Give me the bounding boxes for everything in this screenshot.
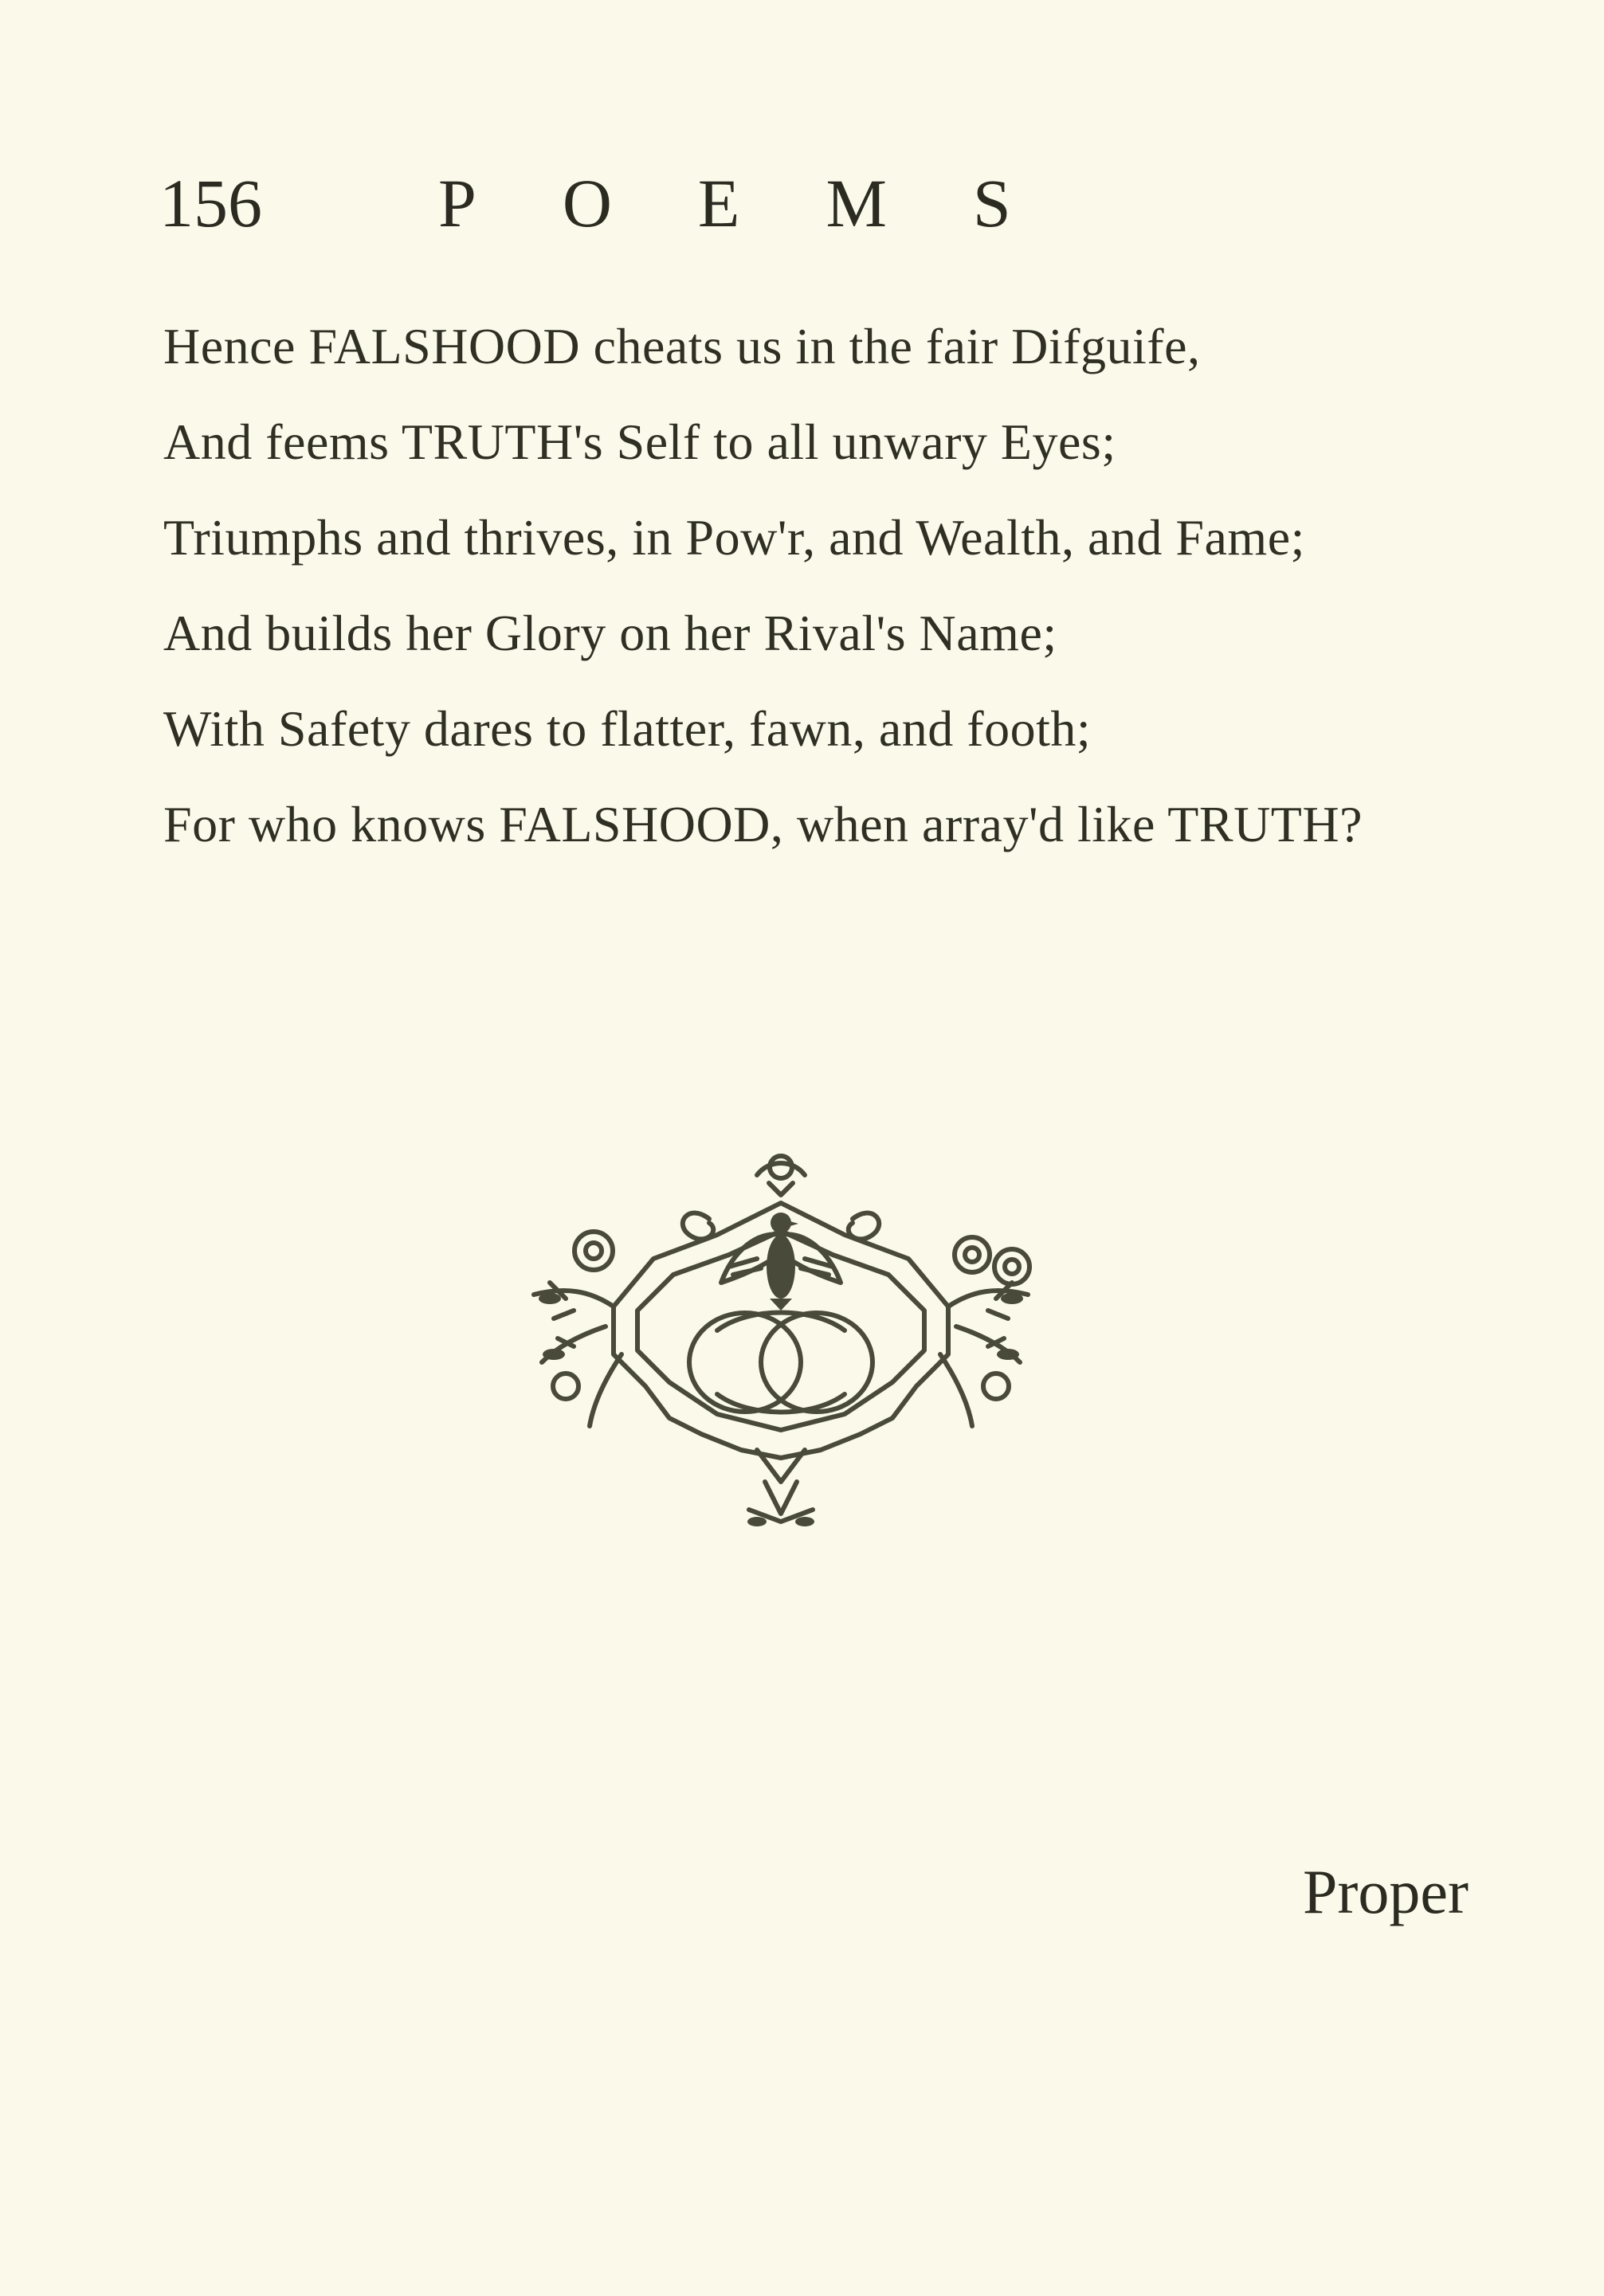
poem-line: And feems TRUTH's Self to all unwary Eyes; bbox=[163, 413, 1116, 470]
poem-line: With Safety dares to flatter, fawn, and footh; bbox=[163, 700, 1092, 757]
poem-line: And builds her Glory on her Rival's Name; bbox=[163, 605, 1057, 661]
catchword: Proper bbox=[1303, 1857, 1469, 1926]
poem-text bbox=[163, 299, 1566, 872]
poem-line: Triumphs and thrives, in Pow'r, and Wealth, and Fame; bbox=[163, 509, 1305, 566]
page-number: 156 bbox=[159, 165, 262, 241]
page-header bbox=[159, 159, 1195, 247]
eagle-monogram-ornament-icon bbox=[518, 1147, 1044, 1538]
ornament-drawing bbox=[518, 1147, 1044, 1538]
poem-line: Hence FALSHOOD cheats us in the fair Difguife, bbox=[163, 318, 1201, 374]
running-title: POEMS bbox=[438, 165, 1097, 241]
poem-line: For who knows FALSHOOD, when array'd like TRUTH? bbox=[163, 796, 1363, 852]
